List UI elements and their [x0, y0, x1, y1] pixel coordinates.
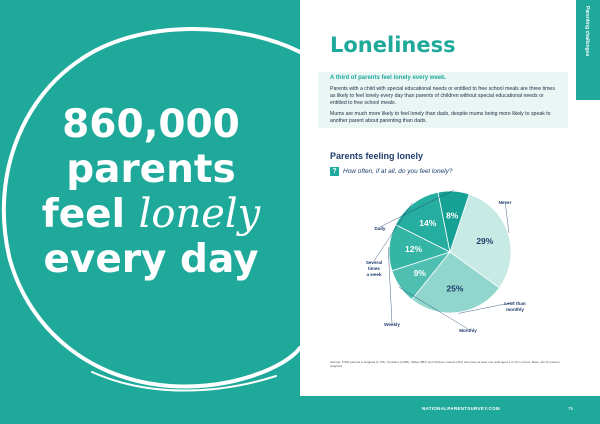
- key-finding-lead: A third of parents feel lonely every week.: [330, 75, 447, 81]
- pie-category-label: Monthly: [459, 328, 477, 333]
- headline: [20, 102, 282, 282]
- headline-line-3: [20, 192, 282, 237]
- footnote: Sample: 5,966 parents in England (1,751), Scotland (1,806), Wales (887) and Northern Ireland (361) who have at least one child aged 4 to 16 in school. Base: All UK parents, weighted.: [330, 360, 561, 368]
- pie-category-label: Less than monthly: [504, 301, 526, 312]
- pie-category-label: Daily: [374, 226, 386, 231]
- section-tab: [576, 0, 600, 100]
- survey-question: [330, 166, 452, 176]
- section-tab-label: Parenting challenges: [584, 6, 590, 57]
- pie-value-label: 12%: [405, 244, 423, 255]
- key-finding-paragraph-1: Parents with a child with special educational needs or entitled to free school meals are three times as likely to feel lonely every day than parents of children without special educational needs or entitled to free school meals.: [330, 86, 555, 106]
- pie-value-label: 8%: [446, 210, 459, 221]
- page-number: 75: [568, 406, 574, 411]
- footer-url[interactable]: NATIONALPARENTSURVEY.COM: [422, 406, 500, 411]
- headline-line-4: every day: [43, 237, 259, 282]
- headline-line-1: 860,000: [62, 102, 240, 147]
- pie-category-label: Weekly: [384, 322, 400, 327]
- chart-title: Parents feeling lonely: [330, 151, 424, 161]
- headline-line-2: parents: [66, 147, 236, 192]
- pie-value-label: 9%: [413, 267, 427, 278]
- key-findings-box: [318, 72, 568, 128]
- page-title: Loneliness: [330, 33, 456, 57]
- pie-category-label: Never: [498, 200, 512, 205]
- headline-word-feel: feel: [41, 192, 125, 237]
- key-finding-paragraph-2: Mums are much more likely to feel lonely than dads, despite mums being more likely to speak to another parent about parenting than dads.: [330, 111, 551, 124]
- pie-chart: [300, 180, 600, 340]
- pie-value-label: 25%: [446, 283, 464, 294]
- pie-value-label: 14%: [419, 217, 437, 228]
- right-page: [300, 0, 600, 424]
- headline-word-lonely: lonely: [138, 191, 261, 237]
- pie-value-label: 29%: [476, 235, 494, 246]
- question-mark-icon: ?: [330, 167, 339, 176]
- pie-category-label: Several times a week: [365, 260, 383, 277]
- survey-question-text: How often, if at all, do you feel lonely?: [343, 167, 453, 175]
